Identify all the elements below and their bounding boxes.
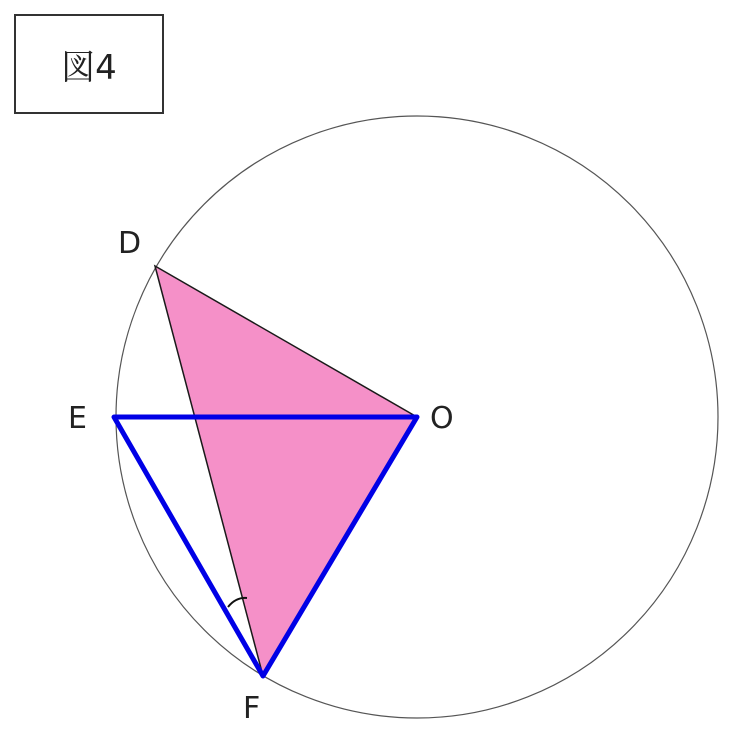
triangle-dof (155, 266, 417, 676)
point-label-f: F (243, 691, 261, 726)
point-label-o: O (430, 401, 454, 436)
point-label-e: E (68, 401, 87, 436)
figure-label: 図4 (61, 47, 117, 88)
point-label-d: D (118, 226, 142, 261)
